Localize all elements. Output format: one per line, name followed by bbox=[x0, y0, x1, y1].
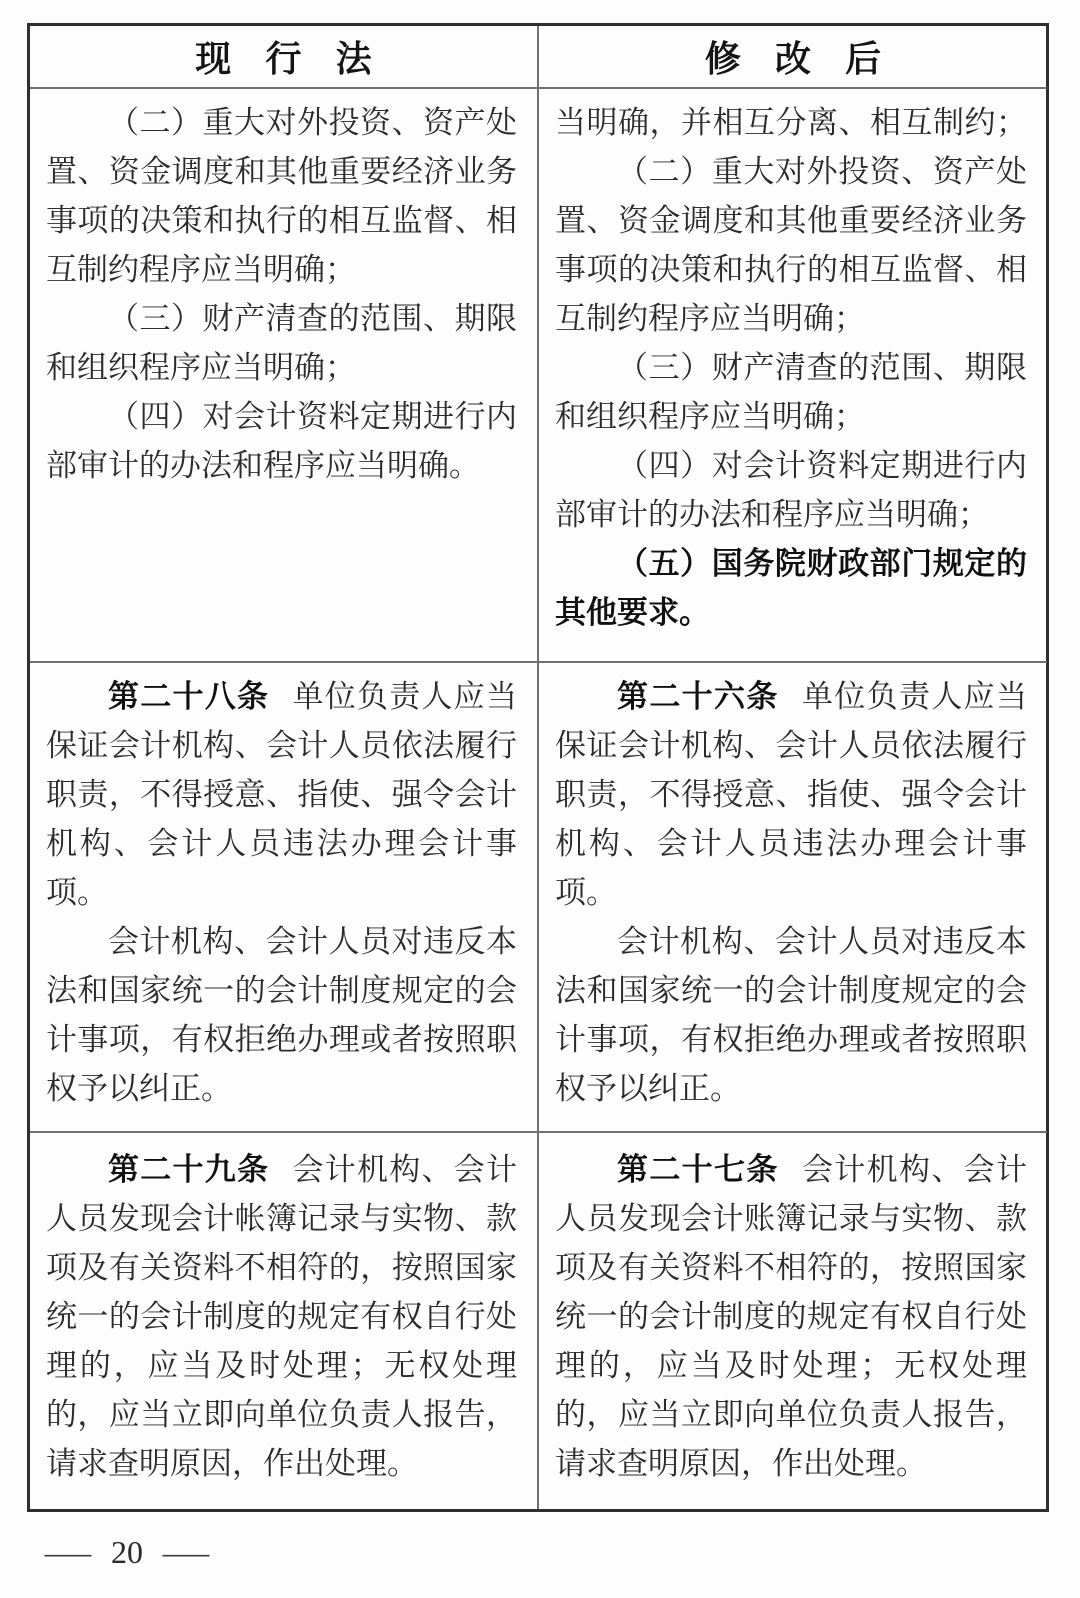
header-label-amended: 修改后 bbox=[704, 38, 916, 79]
paragraph: （四）对会计资料定期进行内部审计的办法和程序应当明确； bbox=[555, 448, 1027, 532]
cell-amended-row-2 bbox=[539, 663, 1047, 1133]
page-footer bbox=[44, 1534, 210, 1571]
paragraph: （二）重大对外投资、资产处置、资金调度和其他重要经济业务事项的决策和执行的相互监督、相互制约程序应当明确； bbox=[46, 105, 517, 287]
article-number: 第二十六条 bbox=[617, 679, 779, 714]
paragraph bbox=[46, 672, 517, 917]
paragraph bbox=[555, 672, 1027, 917]
footer-dash-right: — bbox=[162, 1534, 210, 1570]
paragraph bbox=[46, 1145, 517, 1488]
cell-amended-row-1 bbox=[539, 89, 1047, 663]
paragraph: 会计机构、会计人员对违反本法和国家统一的会计制度规定的会计事项，有权拒绝办理或者按照职权予以纠正。 bbox=[555, 924, 1027, 1106]
paragraph-text: 会计机构、会计人员发现会计帐簿记录与实物、款项及有关资料不相符的，按照国家统一的会计制度的规定有权自行处理的，应当及时处理；无权处理的，应当立即向单位负责人报告，请求查明原因，作出处理。 bbox=[46, 1152, 517, 1481]
paragraph bbox=[555, 1145, 1027, 1488]
cell-current-law-row-1 bbox=[30, 89, 539, 663]
paragraph: （三）财产清查的范围、期限和组织程序应当明确； bbox=[46, 301, 517, 385]
article-number: 第二十八条 bbox=[108, 679, 270, 714]
cell-amended-row-3 bbox=[539, 1133, 1047, 1509]
paragraph-continuation: 当明确，并相互分离、相互制约； bbox=[555, 105, 1027, 140]
paragraph-text: 会计机构、会计人员发现会计账簿记录与实物、款项及有关资料不相符的，按照国家统一的会计制度的规定有权自行处理的，应当及时处理；无权处理的，应当立即向单位负责人报告，请求查明原因，作出处理。 bbox=[555, 1152, 1028, 1481]
paragraph-text: 单位负责人应当保证会计机构、会计人员依法履行职责，不得授意、指使、强令会计机构、会计人员违法办理会计事项。 bbox=[555, 679, 1028, 910]
paragraph-text: 单位负责人应当保证会计机构、会计人员依法履行职责，不得授意、指使、强令会计机构、会计人员违法办理会计事项。 bbox=[46, 679, 517, 910]
paragraph: 会计机构、会计人员对违反本法和国家统一的会计制度规定的会计事项，有权拒绝办理或者按照职权予以纠正。 bbox=[46, 924, 517, 1106]
cell-current-law-row-2 bbox=[30, 663, 539, 1133]
page-number: 20 bbox=[111, 1534, 143, 1570]
paragraph: （二）重大对外投资、资产处置、资金调度和其他重要经济业务事项的决策和执行的相互监督、相互制约程序应当明确； bbox=[555, 154, 1027, 336]
paragraph: （三）财产清查的范围、期限和组织程序应当明确； bbox=[555, 350, 1027, 434]
cell-current-law-row-3 bbox=[30, 1133, 539, 1509]
footer-dash-left: — bbox=[44, 1534, 92, 1570]
paragraph: （四）对会计资料定期进行内部审计的办法和程序应当明确。 bbox=[46, 399, 517, 483]
header-label-current-law: 现行法 bbox=[195, 38, 406, 79]
paragraph-new-provision: （五）国务院财政部门规定的其他要求。 bbox=[555, 546, 1027, 630]
law-comparison-table bbox=[27, 23, 1049, 1512]
header-cell-current-law bbox=[30, 26, 539, 89]
header-cell-amended bbox=[539, 26, 1047, 89]
article-number: 第二十七条 bbox=[617, 1152, 779, 1187]
article-number: 第二十九条 bbox=[108, 1152, 270, 1187]
